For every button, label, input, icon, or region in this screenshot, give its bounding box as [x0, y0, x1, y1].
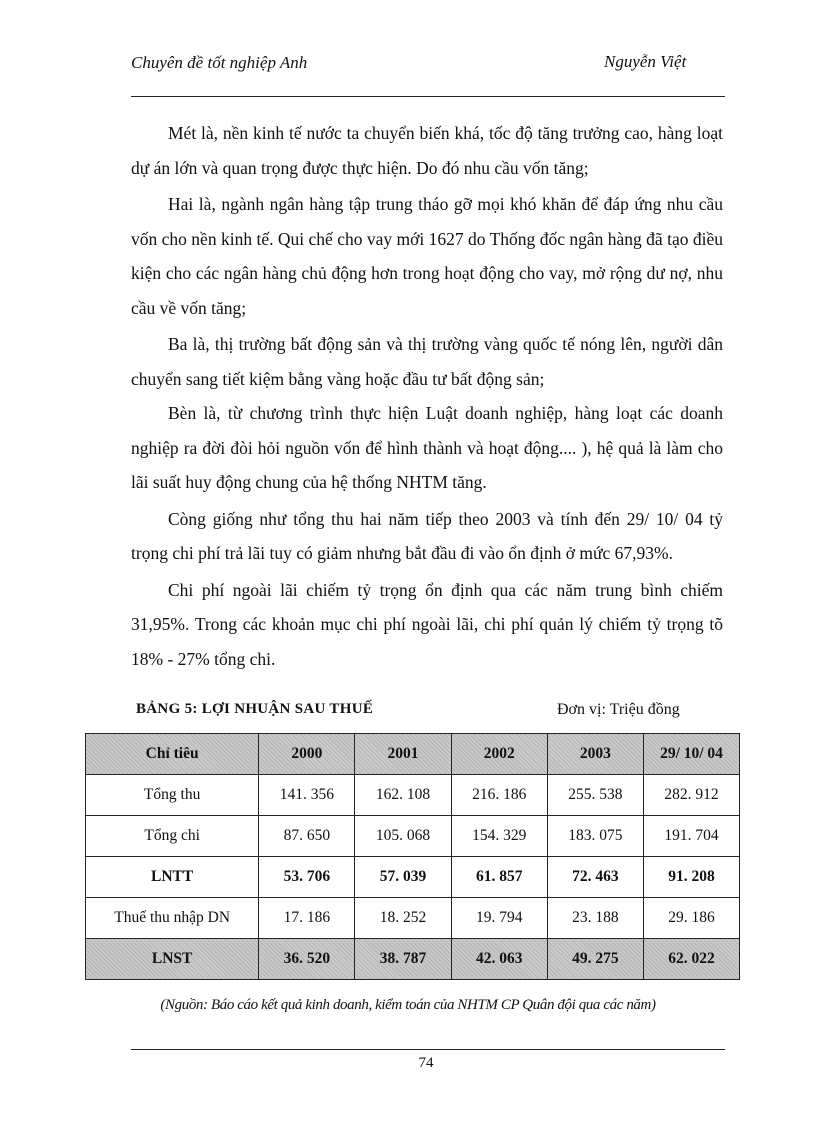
- table-cell: 154. 329: [451, 816, 547, 857]
- paragraph: Hai là, ngành ngân hàng tập trung tháo gỡ mọi khó khăn để đáp ứng nhu cầu vốn cho nền kinh tế. Qui chế cho vay mới 1627 do Thống đốc ngân hàng đã tạo điều kiện cho các ngân hàng chủ động hơn trong hoạt động cho vay, mở rộng dư nợ, nhu cầu về vốn tăng;: [131, 194, 723, 318]
- table-header-cell: 2003: [547, 734, 643, 775]
- table-cell: 87. 650: [259, 816, 355, 857]
- table-header-cell: 2001: [355, 734, 451, 775]
- table-cell: 36. 520: [259, 939, 355, 980]
- table-row-label: LNST: [86, 939, 259, 980]
- table-row-label: Tổng thu: [86, 775, 259, 816]
- table-cell: 282. 912: [644, 775, 740, 816]
- table-cell: 72. 463: [547, 857, 643, 898]
- paragraph: Còng giống như tổng thu hai năm tiếp theo 2003 và tính đến 29/ 10/ 04 tỷ trọng chi phí trả lãi tuy có giảm nhưng bắt đầu đi vào ổn định ở mức 67,93%.: [131, 508, 723, 563]
- table-cell: 216. 186: [451, 775, 547, 816]
- table-cell: 17. 186: [259, 898, 355, 939]
- table-row: [86, 857, 740, 898]
- table-cell: 49. 275: [547, 939, 643, 980]
- table-row-label: Thuế thu nhập DN: [86, 898, 259, 939]
- table-cell: 38. 787: [355, 939, 451, 980]
- paragraph: Bèn là, từ chương trình thực hiện Luật doanh nghiệp, hàng loạt các doanh nghiệp ra đời đòi hỏi nguồn vốn để hình thành và hoạt động.... ), hệ quả là làm cho lãi suất huy động chung của hệ thống NHTM tăng.: [131, 403, 723, 492]
- table-row-label: LNTT: [86, 857, 259, 898]
- table-cell: 141. 356: [259, 775, 355, 816]
- table-cell: 191. 704: [644, 816, 740, 857]
- table-cell: 162. 108: [355, 775, 451, 816]
- table-cell: 42. 063: [451, 939, 547, 980]
- table-cell: 53. 706: [259, 857, 355, 898]
- page-header: [131, 52, 725, 97]
- table-header-cell: 29/ 10/ 04: [644, 734, 740, 775]
- table-row: [86, 816, 740, 857]
- table-header-cell: 2000: [259, 734, 355, 775]
- table-cell: 255. 538: [547, 775, 643, 816]
- table-title: BẢNG 5: LỢI NHUẬN SAU THUẾ: [136, 701, 374, 717]
- header-author: Nguyễn Việt: [604, 52, 687, 71]
- table-unit: Đơn vị: Triệu đồng: [557, 701, 680, 718]
- table-cell: 29. 186: [644, 898, 740, 939]
- table-cell: 23. 188: [547, 898, 643, 939]
- table-cell: 61. 857: [451, 857, 547, 898]
- table-cell: 105. 068: [355, 816, 451, 857]
- profit-table: [85, 733, 740, 980]
- table-source-note: (Nguồn: Báo cáo kết quả kinh doanh, kiểm toán của NHTM CP Quân đội qua các năm): [160, 997, 656, 1013]
- paragraph: Chi phí ngoài lãi chiếm tỷ trọng ổn định qua các năm trung bình chiếm 31,95%. Trong các khoản mục chi phí ngoài lãi, chi phí quản lý chiếm tỷ trọng tõ 18% - 27% tổng chi.: [131, 579, 723, 669]
- table-header-row: [86, 734, 740, 775]
- header-title: Chuyên đề tốt nghiệp Anh: [131, 53, 308, 72]
- page-number: 74: [418, 1055, 434, 1071]
- paragraph: Ba là, thị trường bất động sản và thị trường vàng quốc tế nóng lên, người dân chuyển sang tiết kiệm bằng vàng hoặc đầu tư bất động sản;: [131, 334, 723, 389]
- table-header-cell: Chỉ tiêu: [86, 734, 259, 775]
- table-cell: 183. 075: [547, 816, 643, 857]
- table-cell: 57. 039: [355, 857, 451, 898]
- footer-divider: [131, 1049, 725, 1050]
- table-cell: 19. 794: [451, 898, 547, 939]
- table-row-label: Tổng chi: [86, 816, 259, 857]
- table-row: [86, 775, 740, 816]
- table-row: [86, 898, 740, 939]
- table-cell: 91. 208: [644, 857, 740, 898]
- body-text: [131, 116, 723, 676]
- paragraph: Mét là, nền kinh tế nước ta chuyển biến khá, tốc độ tăng trưởng cao, hàng loạt dự án lớn và quan trọng được thực hiện. Do đó nhu cầu vốn tăng;: [131, 123, 723, 178]
- table-cell: 18. 252: [355, 898, 451, 939]
- table-header-cell: 2002: [451, 734, 547, 775]
- table-row: [86, 939, 740, 980]
- table-cell: 62. 022: [644, 939, 740, 980]
